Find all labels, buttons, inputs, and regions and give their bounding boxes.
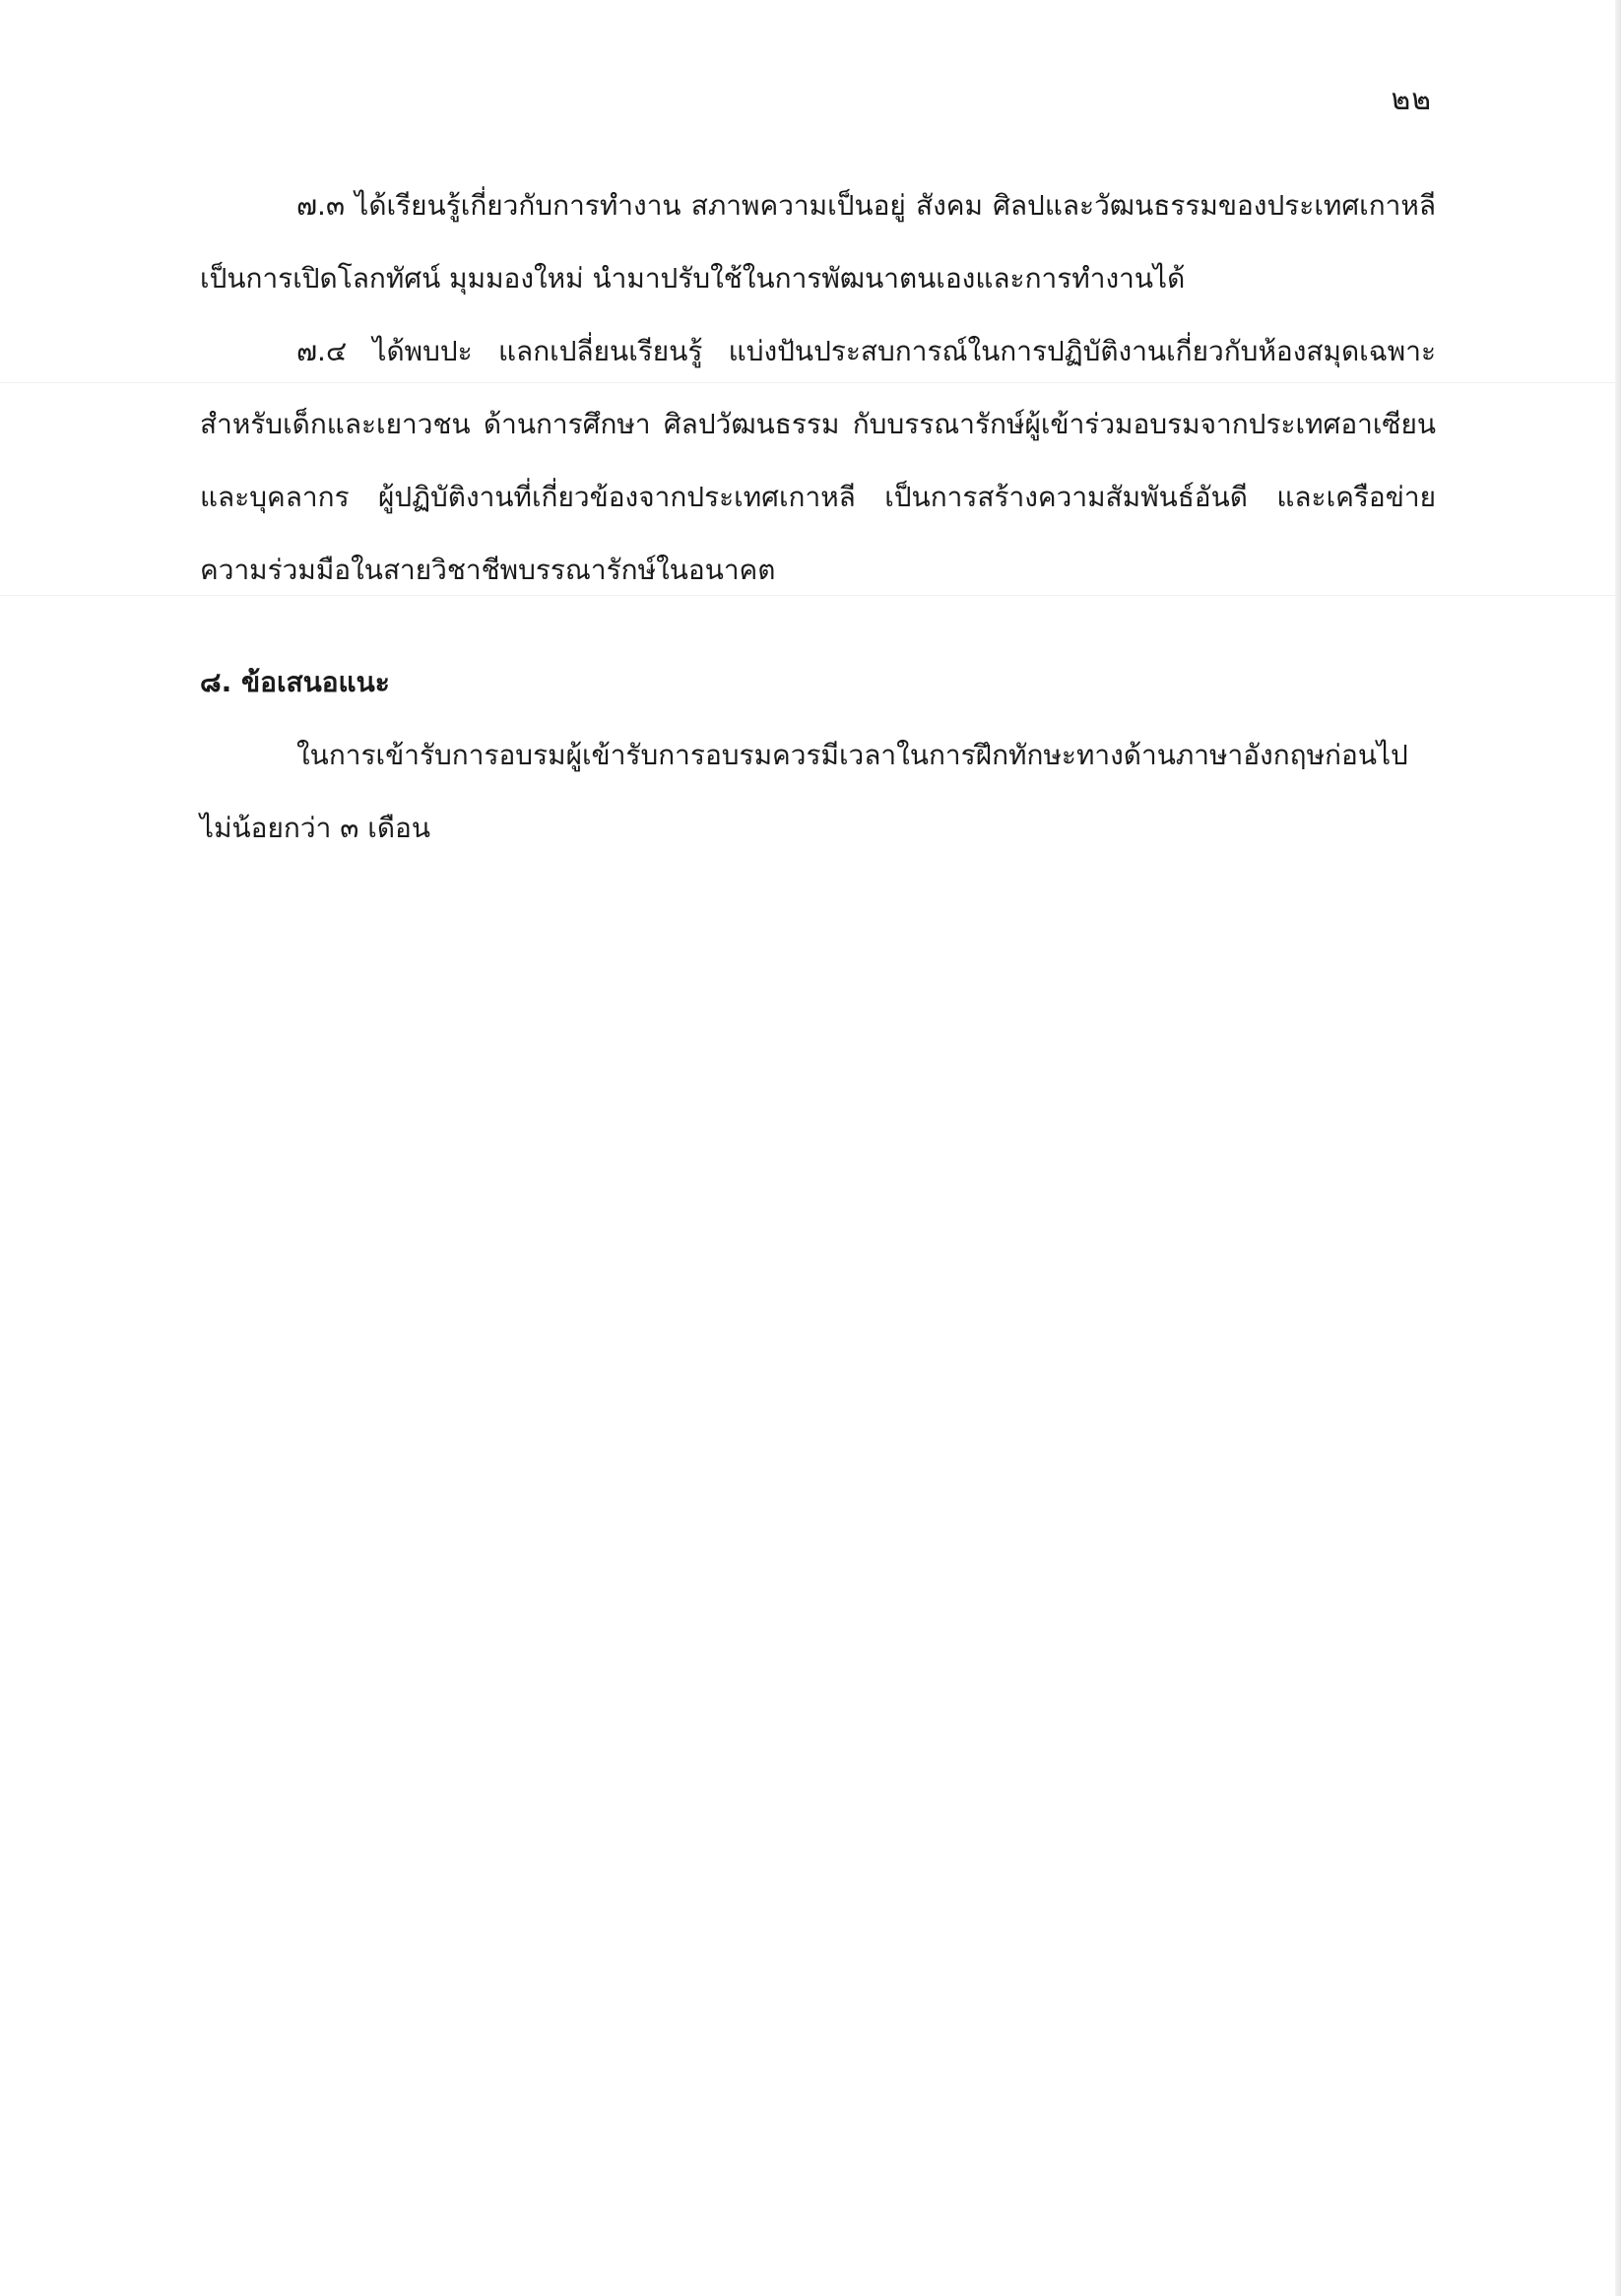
page-number: ๒๒ [1391, 83, 1432, 117]
paragraph-recommendation: ในการเข้ารับการอบรมผู้เข้ารับการอบรมควรมีเวลาในการฝึกทักษะทางด้านภาษาอังกฤษก่อนไปไม่น้อยกว่า ๓ เดือน [200, 739, 1408, 844]
paragraph-7-4: ๗.๔ ได้พบปะ แลกเปลี่ยนเรียนรู้ แบ่งปันประสบการณ์ในการปฏิบัติงานเกี่ยวกับห้องสมุดเฉพาะสำหรับเด็กและเยาวชน ด้านการศึกษา ศิลปวัฒนธรรม กับบรรณารักษ์ผู้เข้าร่วมอบรมจากประเทศอาเซียน และบุคลากร ผู้ปฏิบัติงานที่เกี่ยวข้องจากประเทศเกาหลี เป็นการสร้างความสัมพันธ์อันดี และเครือข่ายความร่วมมือในสายวิชาชีพบรรณารักษ์ในอนาคต [200, 335, 1436, 586]
paragraph-7-3: ๗.๓ ได้เรียนรู้เกี่ยวกับการทำงาน สภาพความเป็นอยู่ สังคม ศิลปและวัฒนธรรมของประเทศเกาหลี เป็นการเปิดโลกทัศน์ มุมมองใหม่ นำมาปรับใช้ในการพัฒนาตนเองและการทำงานได้ [200, 189, 1436, 295]
section-heading-recommendations: ๘. ข้อเสนอแนะ [200, 666, 390, 698]
document-body [200, 169, 1436, 865]
scan-edge [1615, 0, 1621, 2296]
